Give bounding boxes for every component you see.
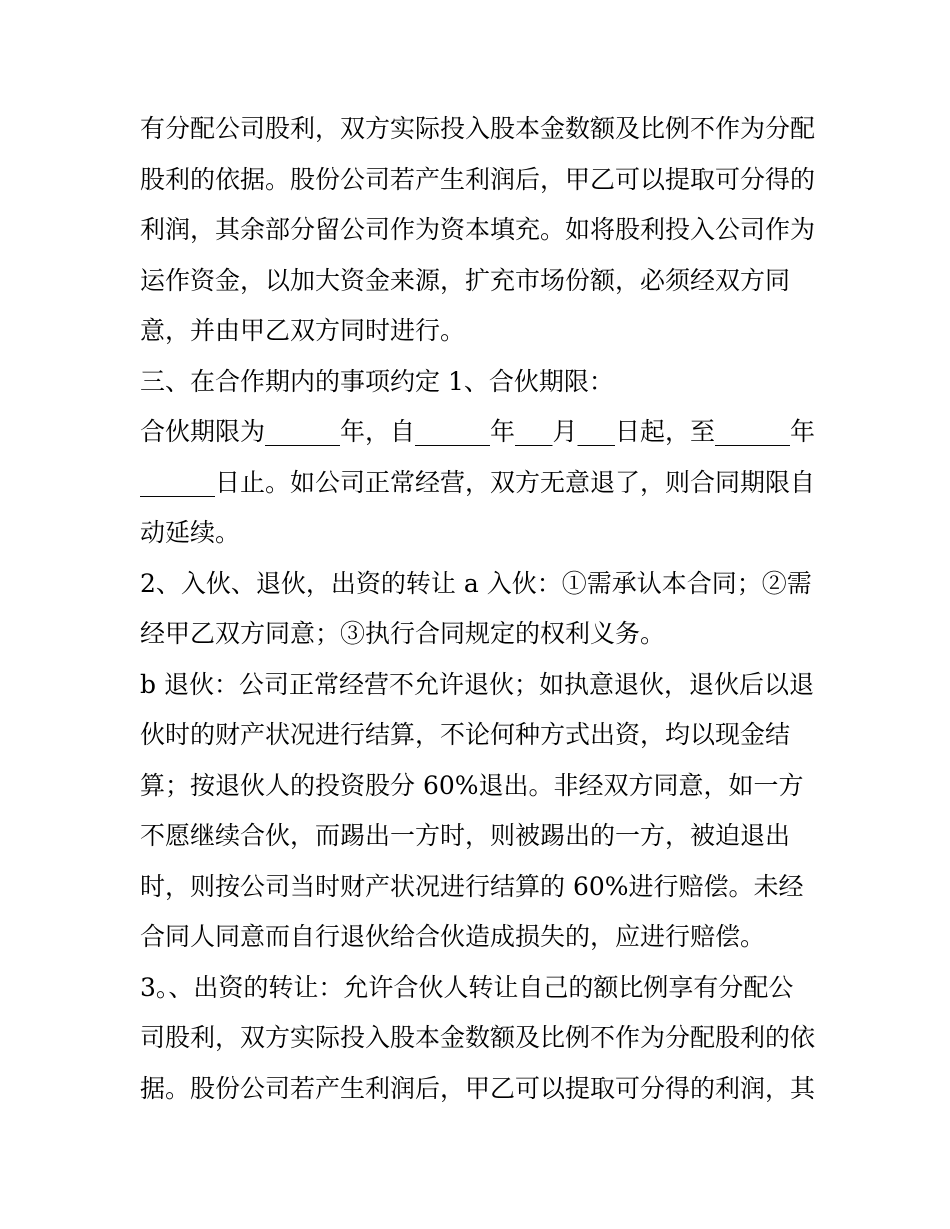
text-line: 动延续。 [140, 518, 241, 547]
text-line: 不愿继续合伙，而踢出一方时，则被踢出的一方，被迫退出 [140, 821, 791, 850]
text-line: 据。股份公司若产生利润后，甲乙可以提取可分得的利润，其 [140, 1073, 816, 1103]
text-line: 伙时的财产状况进行结算，不论何种方式出资，均以现金结 [140, 720, 791, 749]
text-line: 算；按退伙人的投资股分 60%退出。非经双方同意，如一方 [140, 770, 804, 800]
section-heading: 三、在合作期内的事项约定 1、合伙期限： [140, 366, 614, 396]
text-line: 合同人同意而自行退伙给合伙造成损失的，应进行赔偿。 [140, 922, 766, 951]
text-line: 股利的依据。股份公司若产生利润后，甲乙可以提取可分得的 [140, 164, 816, 194]
text-line: 意，并由甲乙双方同时进行。 [140, 316, 466, 345]
text-line: b 退伙：公司正常经营不允许退伙；如执意退伙，退伙后以退 [140, 669, 814, 699]
text-line: 时，则按公司当时财产状况进行结算的 60%进行赔偿。未经 [140, 871, 804, 901]
text-line: 经甲乙双方同意；③执行合同规定的权利义务。 [140, 619, 666, 648]
text-line: ______日止。如公司正常经营，双方无意退了，则合同期限自 [140, 467, 816, 497]
text-line: 合伙期限为______年，自______年___月___日起，至______年 [140, 417, 816, 446]
text-line: 有分配公司股利，双方实际投入股本金数额及比例不作为分配 [140, 114, 816, 143]
text-line: 司股利，双方实际投入股本金数额及比例不作为分配股利的依 [140, 1023, 816, 1052]
text-line: 运作资金，以加大资金来源，扩充市场份额，必须经双方同 [140, 265, 791, 295]
document-body [140, 104, 820, 1114]
text-line: 3。、出资的转让：允许合伙人转让自己的额比例享有分配公 [140, 972, 794, 1002]
text-line: 利润，其余部分留公司作为资本填充。如将股利投入公司作为 [140, 215, 816, 244]
text-line: 2、入伙、退伙，出资的转让 a 入伙：①需承认本合同；②需 [140, 568, 812, 598]
